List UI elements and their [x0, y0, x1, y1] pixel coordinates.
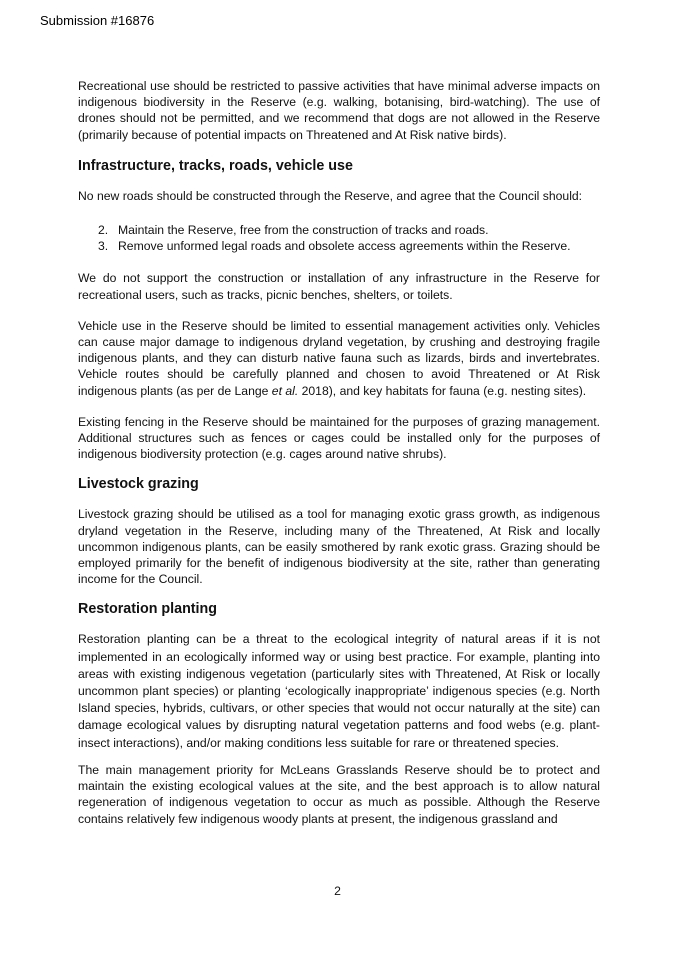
- list-item: 3. Remove unformed legal roads and obsolete access agreements within the Reserve.: [98, 239, 571, 254]
- submission-number: Submission #16876: [40, 13, 155, 28]
- paragraph-vehicle-use: Vehicle use in the Reserve should be limited to essential management activities only. Vehicles can cause major damage to indigenous dryland vegetation, by crushing and destroying fragile indigenous plants, and they can disturb native fauna such as lizards, birds and invertebrates. Vehicle routes should be carefully planned and chosen to avoid Threatened or At Risk indigenous plants (as per de Lange et al. 2018), and key habitats for fauna (e.g. nesting sites).: [78, 318, 600, 398]
- heading-restoration-planting: Restoration planting: [78, 601, 217, 618]
- paragraph-no-new-roads: No new roads should be constructed through the Reserve, and agree that the Council should:: [78, 188, 583, 203]
- paragraph-infrastructure-support: We do not support the construction or installation of any infrastructure in the Reserve for recreational users, such as tracks, picnic benches, shelters, or toilets.: [78, 271, 600, 302]
- paragraph-livestock-grazing: Livestock grazing should be utilised as a tool for managing exotic grass growth, as indigenous dryland vegetation in the Reserve, including many of the Threatened, At Risk and locally uncommon indigenous plants, can be easily smothered by rank exotic grass. Grazing should be employed primarily for the benefit of indigenous biodiversity at the site, rather than generating income for the Council.: [78, 507, 600, 587]
- paragraph-restoration-threat: Restoration planting can be a threat to the ecological integrity of natural areas if it is not implemented in an ecologically informed way or using best practice. For example, planting into areas with existing indigenous vegetation (particularly sites with Threatened, At Risk or locally uncommon plant species) or planting ‘ecologically inappropriate’ indigenous species (e.g. North Island species, hybrids, cultivars, or other species that would not occur naturally at the site) can damage ecological values by disrupting natural vegetation patterns and food webs (e.g. plant-insect interactions), and/or making conditions less suitable for rare or threatened species.: [78, 632, 600, 750]
- document-body: [78, 78, 600, 841]
- list-item: 2. Maintain the Reserve, free from the construction of tracks and roads.: [98, 223, 489, 238]
- council-actions-list: [78, 222, 600, 254]
- page-number: 2: [334, 884, 341, 898]
- paragraph-management-priority: The main management priority for McLeans Grasslands Reserve should be to protect and maintain the existing ecological values at the site, and the best approach is to allow natural regeneration of indigenous vegetation to occur as much as possible. Although the Reserve contains relatively few indigenous woody plants at present, the indigenous grassland and: [78, 762, 600, 826]
- heading-livestock-grazing: Livestock grazing: [78, 476, 199, 493]
- heading-infrastructure: Infrastructure, tracks, roads, vehicle use: [78, 157, 353, 174]
- paragraph-fencing: Existing fencing in the Reserve should be maintained for the purposes of grazing management. Additional structures such as fences or cages could be installed only for the purposes of indigenous biodiversity protection (e.g. cages around native shrubs).: [78, 414, 600, 462]
- paragraph-recreational-use: Recreational use should be restricted to passive activities that have minimal adverse impacts on indigenous biodiversity in the Reserve (e.g. walking, botanising, bird-watching). The use of drones should not be permitted, and we recommend that dogs are not allowed in the Reserve (primarily because of potential impacts on Threatened and At Risk native birds).: [78, 79, 600, 142]
